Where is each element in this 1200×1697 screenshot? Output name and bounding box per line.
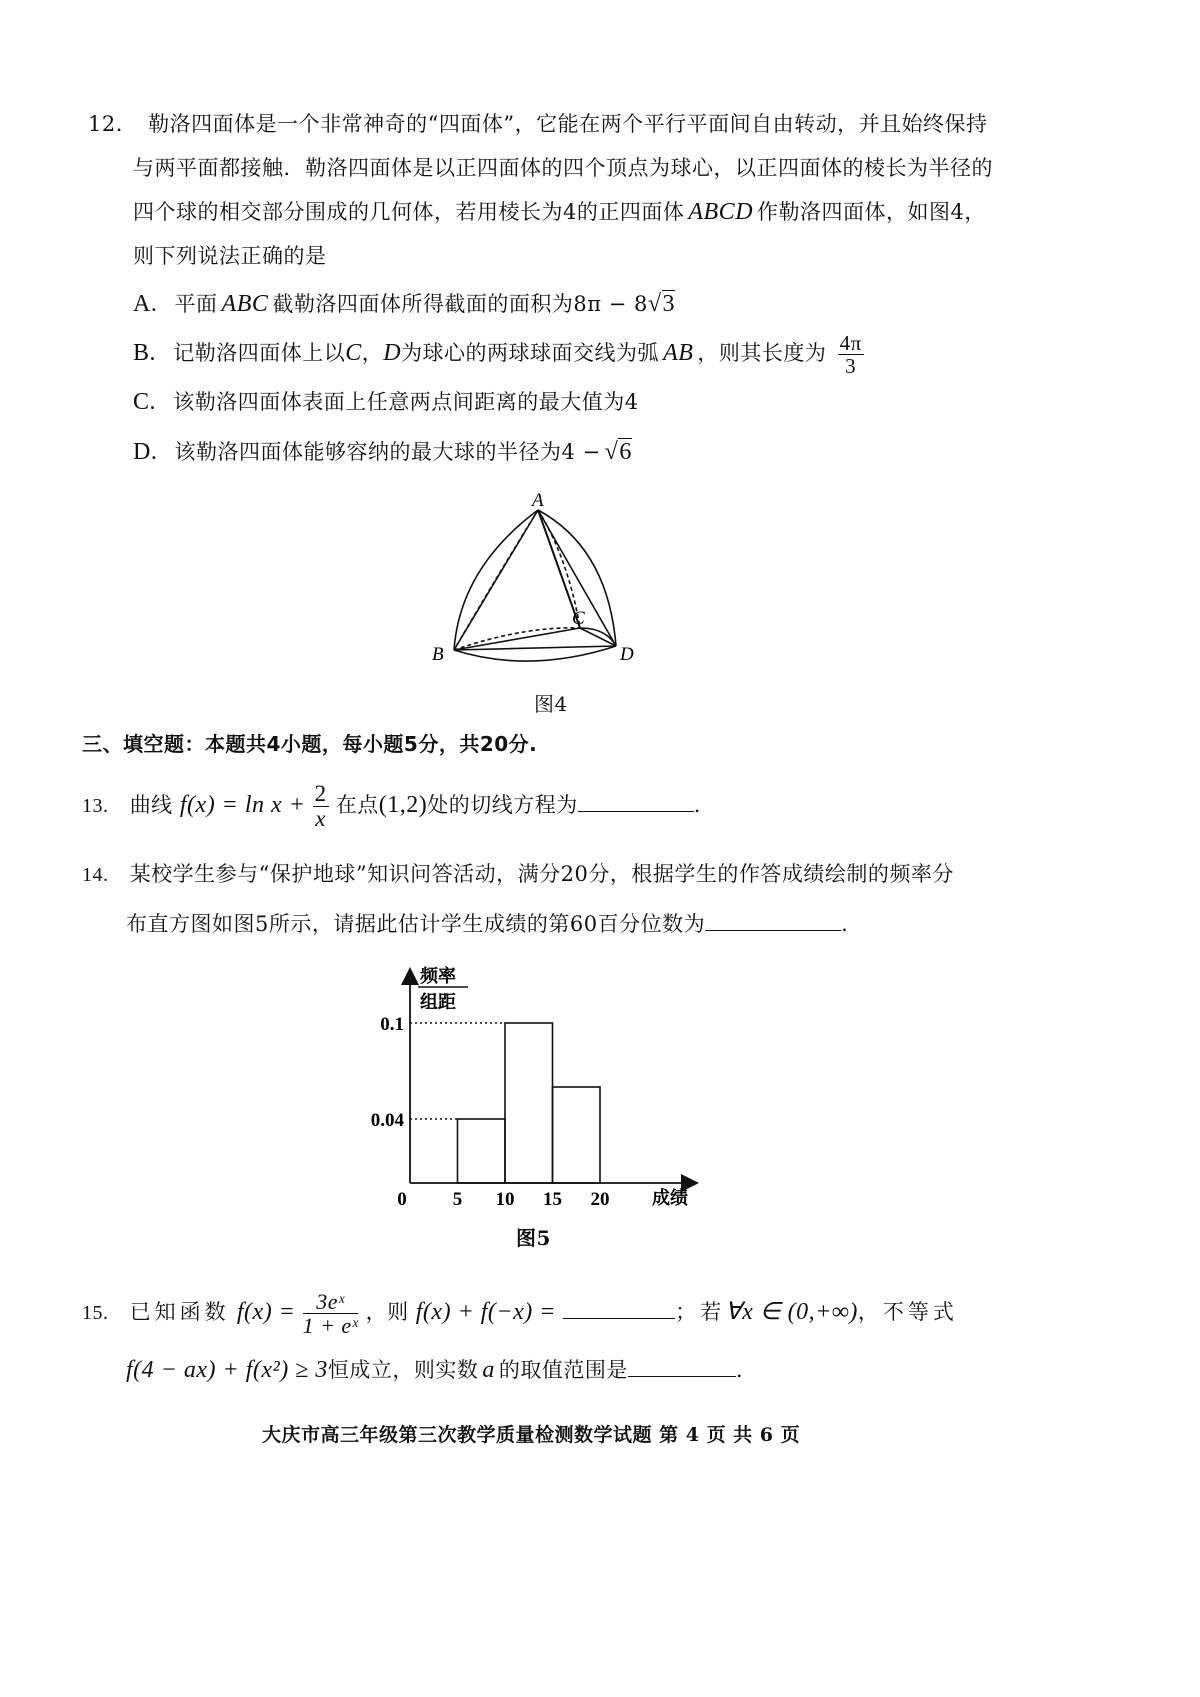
label-d: D bbox=[620, 644, 634, 665]
q12-number: 12. bbox=[88, 112, 123, 136]
x-tick-label: 0 bbox=[397, 1189, 407, 1210]
figure-4-caption: 图4 bbox=[534, 692, 568, 716]
q15-number: 15. bbox=[82, 1302, 109, 1325]
q13-end: . bbox=[693, 793, 701, 818]
q12-line1 bbox=[88, 108, 988, 138]
q13-point: (1,2) bbox=[378, 792, 428, 819]
y-tick-label: 0.1 bbox=[380, 1014, 404, 1035]
q12-line3-part2: 作勒洛四面体，如图4， bbox=[757, 200, 986, 224]
option-b-sep: ， bbox=[361, 341, 384, 366]
q15-function: f(x) = bbox=[236, 1299, 296, 1326]
q15-text1: 已知函数 bbox=[129, 1300, 230, 1325]
option-b-frac-den: 3 bbox=[845, 354, 857, 379]
q12-tetra-name: ABCD bbox=[688, 199, 754, 225]
y-label-top: 频率 bbox=[420, 966, 456, 986]
q13-function: f(x) = ln x + bbox=[179, 792, 306, 819]
q15-fraction bbox=[303, 1290, 359, 1337]
y-tick-label: 0.04 bbox=[370, 1110, 404, 1131]
x-tick-label: 5 bbox=[452, 1189, 463, 1210]
q15-expression: f(x) + f(−x) = bbox=[415, 1299, 556, 1326]
q15-frac-num: 3eˣ bbox=[303, 1290, 359, 1314]
x-label: 成绩 bbox=[652, 1188, 688, 1208]
q14-text-line1: 某校学生参与“保护地球”知识问答活动，满分20分，根据学生的作答成绩绘制的频率分 bbox=[129, 862, 954, 886]
q14-text-line2: 布直方图如图5所示，请据此估计学生成绩的第60百分位数为 bbox=[126, 912, 706, 936]
q13-text1: 曲线 bbox=[129, 793, 173, 818]
q15-line2 bbox=[126, 1354, 743, 1384]
q14-line1 bbox=[82, 858, 954, 888]
histogram-bar bbox=[458, 1119, 506, 1183]
q15-forall: ∀x ∈ (0,+∞) bbox=[725, 1299, 858, 1326]
option-c-label: C. bbox=[133, 389, 157, 415]
q12-option-b bbox=[133, 332, 864, 377]
q14-answer-blank[interactable] bbox=[705, 910, 841, 931]
option-b-frac-num: 4π bbox=[839, 331, 862, 355]
histogram-bar bbox=[505, 1023, 553, 1183]
q12-line3-part1: 四个球的相交部分围成的几何体，若用棱长为4的正四面体 bbox=[133, 200, 685, 224]
q12-line2: 与两平面都接触．勒洛四面体是以正四面体的四个顶点为球心，以正四面体的棱长为半径的 bbox=[133, 156, 993, 180]
q14-end: . bbox=[841, 912, 849, 936]
figure-5-caption: 图5 bbox=[516, 1226, 551, 1250]
q13 bbox=[82, 782, 701, 831]
q13-text3: 处的切线方程为 bbox=[427, 793, 578, 818]
q12-line3 bbox=[133, 196, 986, 226]
q12-option-d: D. 该勒洛四面体能够容纳的最大球的半径为4 − √6 bbox=[133, 439, 632, 465]
option-b-text3: ，则其长度为 bbox=[697, 341, 827, 366]
section-3-heading: 三、填空题：本题共4小题，每小题5分，共20分. bbox=[82, 732, 538, 756]
label-c: C bbox=[572, 608, 585, 629]
q15-frac-den: 1 + eˣ bbox=[302, 1313, 359, 1339]
q15-inequality: f(4 − ax) + f(x²) ≥ 3 bbox=[126, 1357, 328, 1383]
q13-text2: 在点 bbox=[335, 793, 379, 818]
q13-answer-blank[interactable] bbox=[578, 791, 694, 812]
option-d-root: 6 bbox=[619, 439, 632, 465]
x-tick-label: 10 bbox=[495, 1189, 515, 1210]
option-a-root: 3 bbox=[662, 291, 675, 317]
q12-option-a: A. 平面 ABC 截勒洛四面体所得截面的面积为8π − 8√3 bbox=[133, 291, 675, 317]
q15-text3: ，不等式 bbox=[857, 1300, 958, 1325]
option-c-text: 该勒洛四面体表面上任意两点间距离的最大值为4 bbox=[173, 390, 639, 414]
q15-text2: ，则 bbox=[365, 1300, 409, 1325]
y-label-bottom: 组距 bbox=[420, 992, 456, 1012]
option-b-text: 记勒洛四面体上以 bbox=[173, 341, 346, 366]
q13-frac-num: 2 bbox=[314, 781, 327, 806]
option-b-c: C bbox=[345, 340, 362, 367]
x-tick-label: 15 bbox=[543, 1189, 562, 1210]
q15-text4: 恒成立，则实数 bbox=[327, 1358, 479, 1382]
option-a-text2: 截勒洛四面体所得截面的面积为8π − 8 bbox=[272, 292, 648, 316]
q13-number: 13. bbox=[82, 795, 109, 818]
q15-text5: 的取值范围是 bbox=[498, 1358, 628, 1382]
q13-fraction bbox=[313, 782, 329, 831]
q12-line4: 则下列说法正确的是 bbox=[133, 244, 327, 268]
histogram-bar bbox=[553, 1087, 601, 1183]
label-b: B bbox=[432, 644, 444, 665]
q12-option-c bbox=[133, 386, 639, 416]
q15-variable-a: a bbox=[482, 1357, 495, 1383]
page-footer: 大庆市高三年级第三次教学质量检测数学试题 第 4 页 共 6 页 bbox=[262, 1424, 801, 1446]
option-d-label: D. bbox=[133, 439, 158, 465]
q14-number: 14. bbox=[82, 864, 109, 886]
option-a-label: A. bbox=[133, 291, 158, 317]
q15-end: . bbox=[735, 1358, 744, 1382]
option-b-text2: 为球心的两球球面交线为弧 bbox=[401, 341, 660, 366]
q15-sep: ；若 bbox=[675, 1300, 726, 1325]
option-b-d: D bbox=[383, 340, 402, 367]
q13-frac-den: x bbox=[315, 806, 326, 832]
edge-bd bbox=[454, 646, 616, 650]
q15-line1 bbox=[82, 1290, 958, 1337]
option-a-plane: ABC bbox=[221, 291, 269, 317]
histogram-figure bbox=[340, 958, 720, 1220]
option-b-arc: AB bbox=[663, 340, 694, 367]
q15-answer-blank-1[interactable] bbox=[563, 1298, 675, 1319]
reuleaux-tetrahedron-figure bbox=[420, 488, 680, 688]
q15-answer-blank-2[interactable] bbox=[628, 1356, 736, 1377]
option-a-text: 平面 bbox=[174, 292, 218, 316]
option-b-fraction bbox=[838, 332, 864, 377]
q12-text-line1: 勒洛四面体是一个非常神奇的“四面体”，它能在两个平行平面间自由转动，并且始终保持 bbox=[148, 112, 988, 136]
q14-line2 bbox=[126, 908, 848, 938]
x-tick-label: 20 bbox=[590, 1189, 610, 1210]
label-a: A bbox=[532, 490, 544, 511]
option-b-label: B. bbox=[133, 340, 157, 367]
option-d-text: 该勒洛四面体能够容纳的最大球的半径为4 − bbox=[174, 440, 601, 464]
